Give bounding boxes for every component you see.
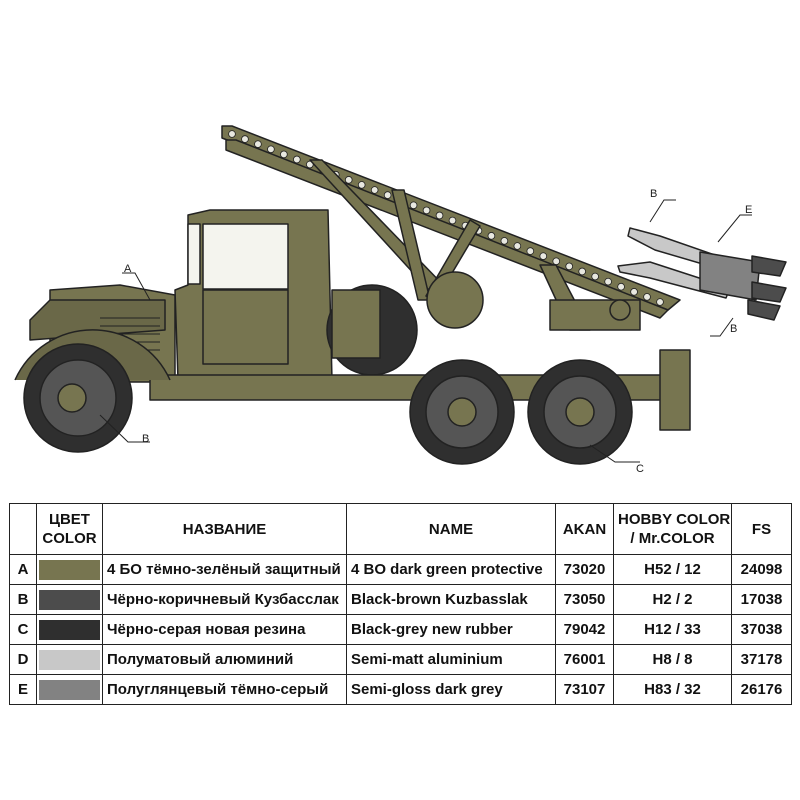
color-swatch <box>37 675 103 705</box>
color-swatch <box>37 555 103 585</box>
rail-hole <box>501 238 508 245</box>
row-name-ru: Чёрно-серая новая резина <box>103 615 347 645</box>
rail-hole <box>255 141 262 148</box>
rail-hole <box>540 253 547 260</box>
rail-hole <box>384 192 391 199</box>
row-akan: 73020 <box>556 555 614 585</box>
rail-hole <box>553 258 560 265</box>
last-rear-wheel <box>528 360 632 464</box>
table-header-row <box>10 504 792 555</box>
callout-c: C <box>636 463 644 475</box>
rail-hole <box>242 136 249 143</box>
table-row <box>10 675 792 705</box>
rail-hole <box>371 187 378 194</box>
row-code: D <box>10 645 37 675</box>
middle-rear-wheel <box>410 360 514 464</box>
rail-hole <box>566 263 573 270</box>
row-hobby: H2 / 2 <box>614 585 732 615</box>
row-fs: 37038 <box>732 615 792 645</box>
row-fs: 26176 <box>732 675 792 705</box>
rail-hole <box>605 278 612 285</box>
row-name-ru: Полуглянцевый тёмно-серый <box>103 675 347 705</box>
row-name-ru: Полуматовый алюминий <box>103 645 347 675</box>
rail-hole <box>631 288 638 295</box>
callout-b-wheel: B <box>142 433 150 445</box>
rail-hole <box>488 232 495 239</box>
row-name-ru: Чёрно-коричневый Кузбасслак <box>103 585 347 615</box>
rail-hole <box>345 176 352 183</box>
color-table <box>9 503 792 705</box>
row-akan: 73107 <box>556 675 614 705</box>
table-row <box>10 555 792 585</box>
row-akan: 73050 <box>556 585 614 615</box>
header-name-en: NAME <box>347 504 556 555</box>
row-hobby: H12 / 33 <box>614 615 732 645</box>
row-fs: 24098 <box>732 555 792 585</box>
cabin <box>175 210 332 380</box>
rail-hole <box>423 207 430 214</box>
row-code: E <box>10 675 37 705</box>
header-code <box>10 504 37 555</box>
header-color-en: COLOR <box>42 530 97 547</box>
rail-hole <box>618 283 625 290</box>
row-code: A <box>10 555 37 585</box>
table-row <box>10 585 792 615</box>
row-hobby: H83 / 32 <box>614 675 732 705</box>
callout-b-rocket-top: B <box>650 188 658 200</box>
rail-hole <box>449 217 456 224</box>
rail-hole <box>293 156 300 163</box>
row-hobby: H8 / 8 <box>614 645 732 675</box>
row-hobby: H52 / 12 <box>614 555 732 585</box>
row-code: B <box>10 585 37 615</box>
rail-hole <box>579 268 586 275</box>
rail-hole <box>657 299 664 306</box>
row-name-ru: 4 БО тёмно-зелёный защитный <box>103 555 347 585</box>
rail-hole <box>280 151 287 158</box>
row-name-en: 4 BO dark green protective <box>347 555 556 585</box>
row-akan: 76001 <box>556 645 614 675</box>
color-swatch <box>37 585 103 615</box>
callout-b-rocket-bottom: B <box>730 323 738 335</box>
rail-hole <box>527 248 534 255</box>
callout-a: A <box>124 263 132 275</box>
row-fs: 17038 <box>732 585 792 615</box>
color-swatch <box>37 615 103 645</box>
rail-hole <box>229 131 236 138</box>
row-name-en: Semi-gloss dark grey <box>347 675 556 705</box>
row-akan: 79042 <box>556 615 614 645</box>
header-name-ru: НАЗВАНИЕ <box>103 504 347 555</box>
color-swatch <box>37 645 103 675</box>
header-hobby <box>614 504 732 555</box>
rail-hole <box>644 294 651 301</box>
table-row <box>10 615 792 645</box>
row-fs: 37178 <box>732 645 792 675</box>
rail-hole <box>268 146 275 153</box>
header-hobby-line1: HOBBY COLOR <box>618 511 731 528</box>
rail-hole <box>358 182 365 189</box>
row-name-en: Semi-matt aluminium <box>347 645 556 675</box>
rail-hole <box>514 243 521 250</box>
rail-hole <box>592 273 599 280</box>
rail-hole <box>410 202 417 209</box>
header-color <box>37 504 103 555</box>
row-code: C <box>10 615 37 645</box>
header-fs: FS <box>732 504 792 555</box>
callout-e: E <box>745 204 753 216</box>
table-row <box>10 645 792 675</box>
header-color-ru: ЦВЕТ <box>49 511 90 528</box>
header-hobby-line2: / Mr.COLOR <box>630 530 715 547</box>
row-name-en: Black-brown Kuzbasslak <box>347 585 556 615</box>
header-akan: AKAN <box>556 504 614 555</box>
rail-hole <box>436 212 443 219</box>
row-name-en: Black-grey new rubber <box>347 615 556 645</box>
